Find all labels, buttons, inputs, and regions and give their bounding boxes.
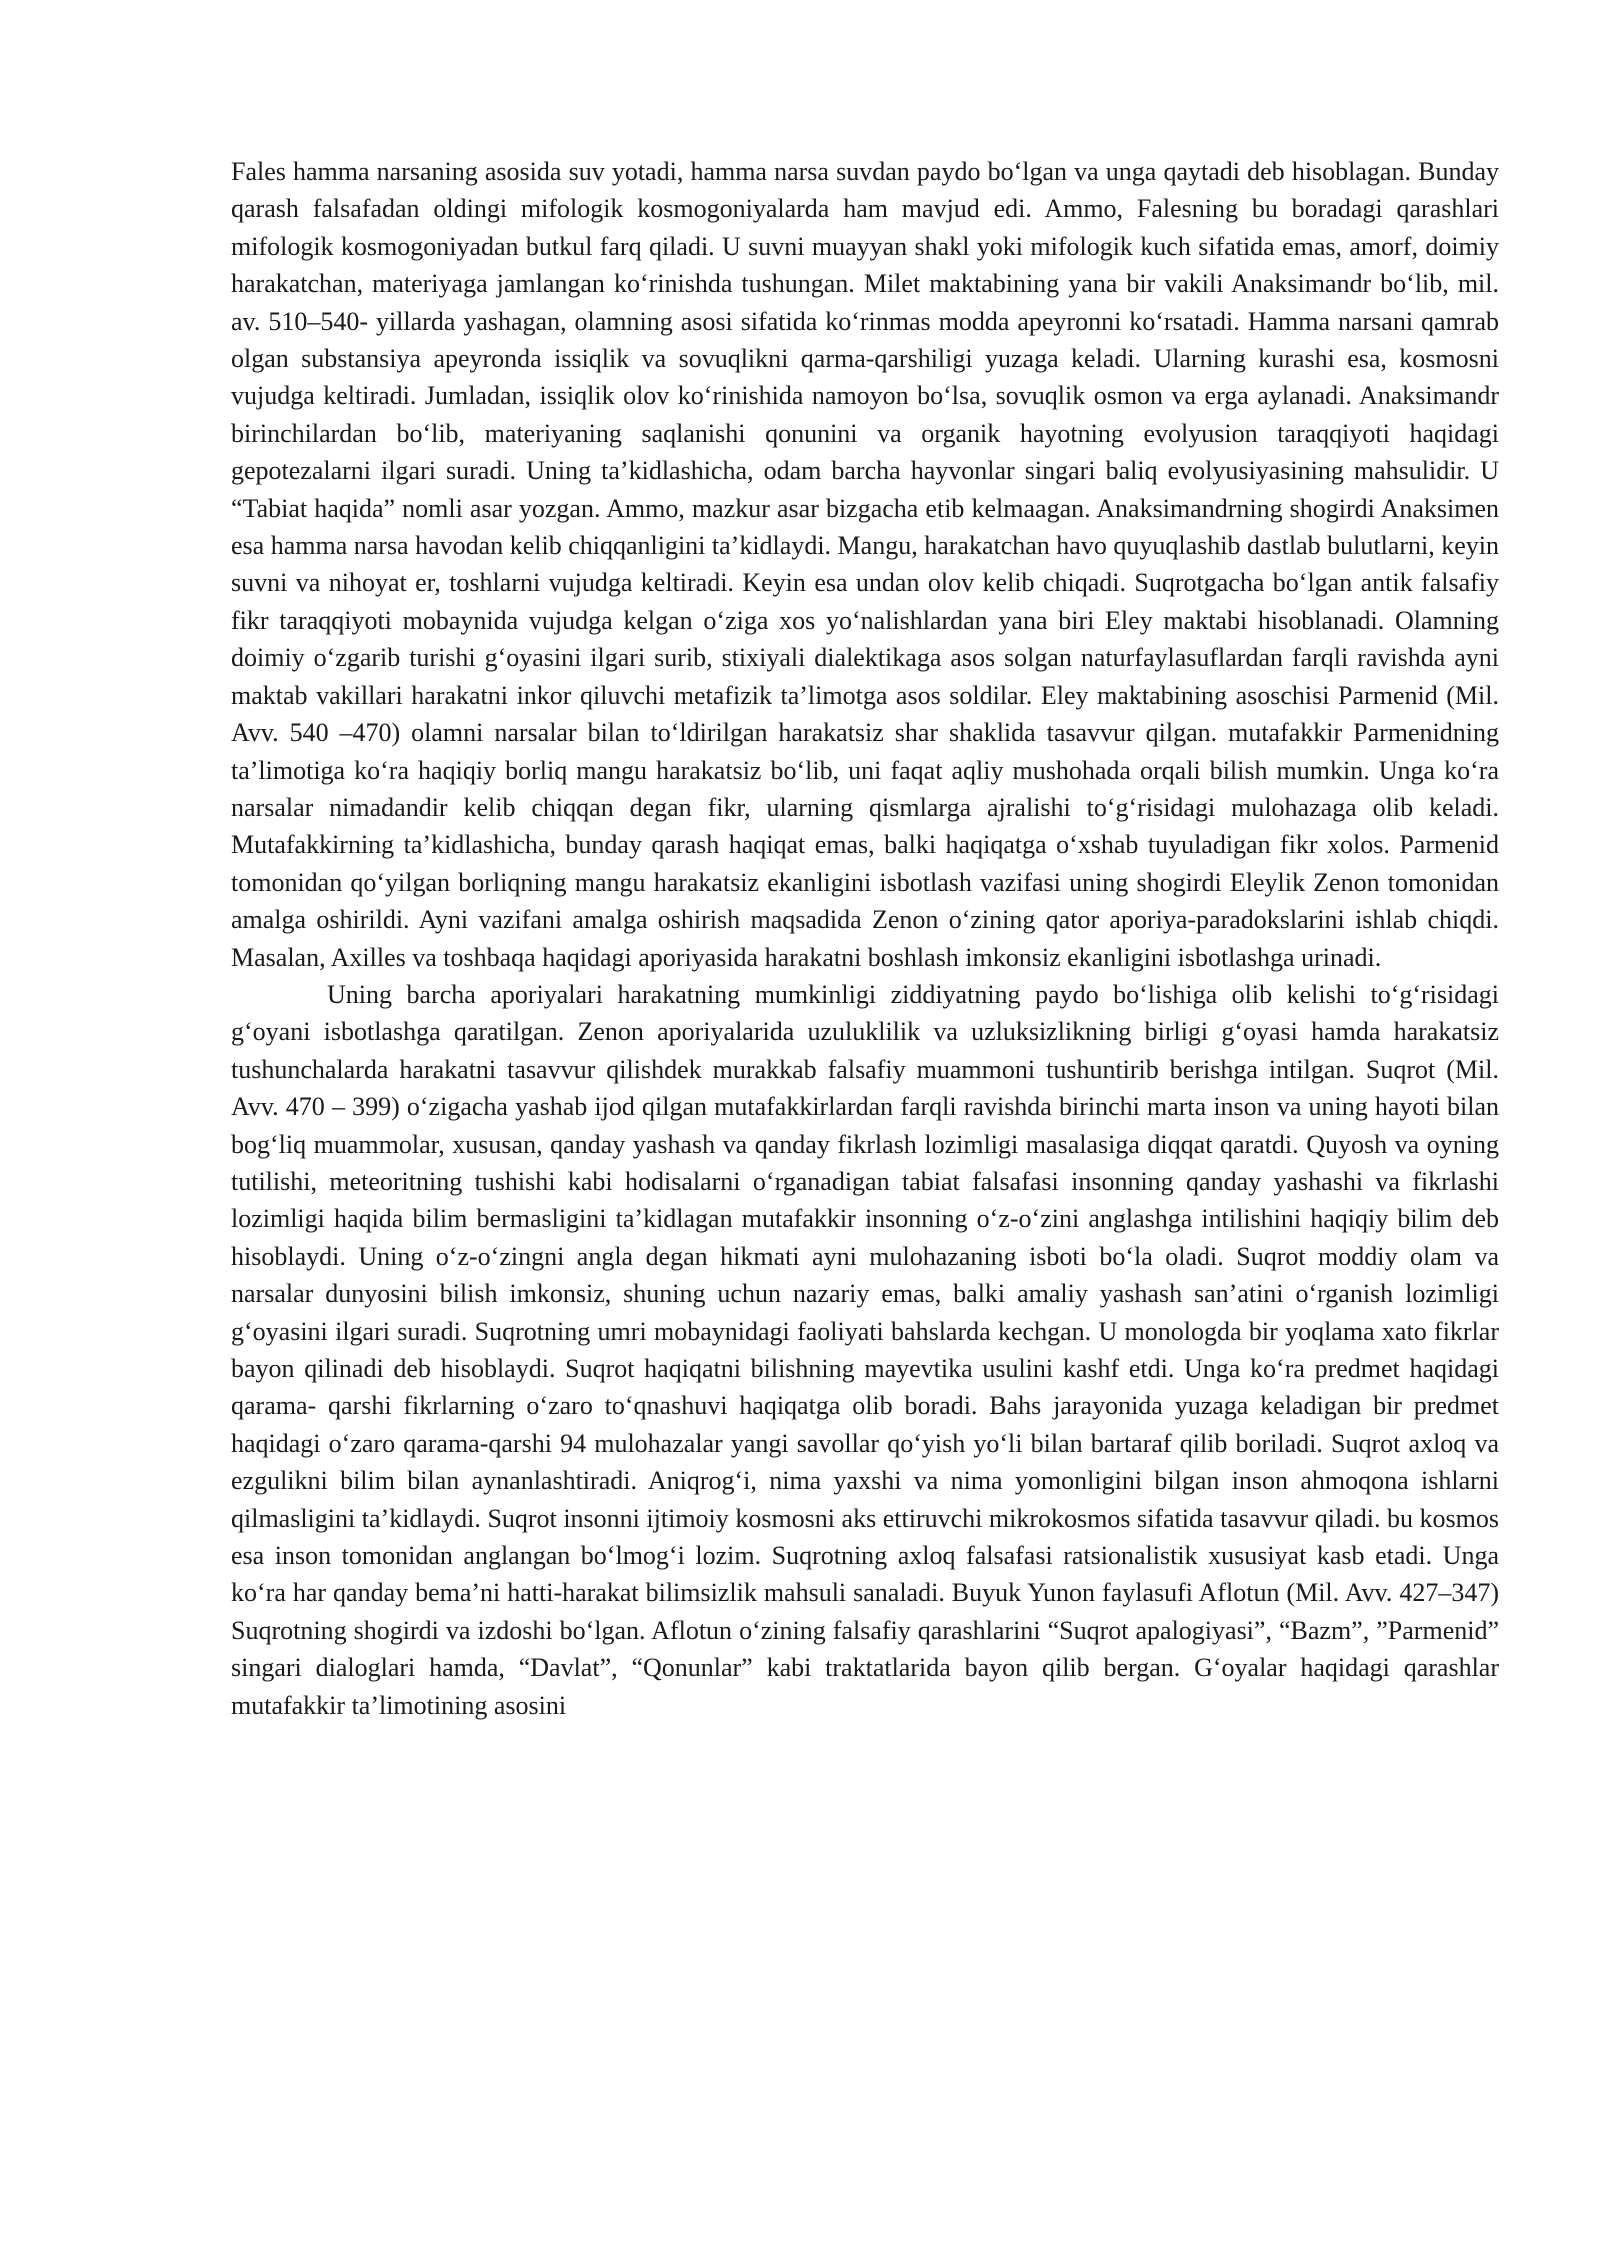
- document-page: [231, 153, 1499, 1724]
- paragraph-1: Fales hamma narsaning asosida suv yotadi, hamma narsa suvdan paydo boʻlgan va unga qaytadi deb hisoblagan. Bunday qarash falsafadan oldingi mifologik kosmogoniyalarda ham mavjud edi. Ammo, Falesning bu boradagi qarashlari mifologik kosmogoniyadan butkul farq qiladi. U suvni muayyan shakl yoki mifologik kuch sifatida emas, amorf, doimiy harakatchan, materiyaga jamlangan koʻrinishda tushungan. Milet maktabining yana bir vakili Anaksimandr boʻlib, mil. av. 510–540- yillarda yashagan, olamning asosi sifatida koʻrinmas modda apeyronni koʻrsatadi. Hamma narsani qamrab olgan substansiya apeyronda issiqlik va sovuqlikni qarma-qarshiligi yuzaga keladi. Ularning kurashi esa, kosmosni vujudga keltiradi. Jumladan, issiqlik olov koʻrinishida namoyon boʻlsa, sovuqlik osmon va erga aylanadi. Anaksimandr birinchilardan boʻlib, materiyaning saqlanishi qonunini va organik hayotning evolyusion taraqqiyoti haqidagi gepotezalarni ilgari suradi. Uning taʼkidlashicha, odam barcha hayvonlar singari baliq evolyusiyasining mahsulidir. U “Tabiat haqida” nomli asar yozgan. Ammo, mazkur asar bizgacha etib kelmaagan. Anaksimandrning shogirdi Anaksimen esa hamma narsa havodan kelib chiqqanligini taʼkidlaydi. Mangu, harakatchan havo quyuqlashib dastlab bulutlarni, keyin suvni va nihoyat er, toshlarni vujudga keltiradi. Keyin esa undan olov kelib chiqadi. Suqrotgacha boʻlgan antik falsafiy fikr taraqqiyoti mobaynida vujudga kelgan oʻziga xos yoʻnalishlardan yana biri Eley maktabi hisoblanadi. Olamning doimiy oʻzgarib turishi gʻoyasini ilgari surib, stixiyali dialektikaga asos solgan naturfaylasuflardan farqli ravishda ayni maktab vakillari harakatni inkor qiluvchi metafizik taʼlimotga asos soldilar. Eley maktabining asoschisi Parmenid (Mil. Avv. 540 –470) olamni narsalar bilan toʻldirilgan harakatsiz shar shaklida tasavvur qilgan. mutafakkir Parmenidning taʼlimotiga koʻra haqiqiy borliq mangu harakatsiz boʻlib, uni faqat aqliy mushohada orqali bilish mumkin. Unga koʻra narsalar nimadandir kelib chiqqan degan fikr, ularning qismlarga ajralishi toʻgʻrisidagi mulohazaga olib keladi. Mutafakkirning taʼkidlashicha, bunday qarash haqiqat emas, balki haqiqatga oʻxshab tuyuladigan fikr xolos. Parmenid tomonidan qoʻyilgan borliqning mangu harakatsiz ekanligini isbotlash vazifasi uning shogirdi Eleylik Zenon tomonidan amalga oshirildi. Ayni vazifani amalga oshirish maqsadida Zenon oʻzining qator aporiya-paradokslarini ishlab chiqdi. Masalan, Axilles va toshbaqa haqidagi aporiyasida harakatni boshlash imkonsiz ekanligini isbotlashga urinadi.: [231, 157, 1499, 972]
- paragraph-2: Uning barcha aporiyalari harakatning mumkinligi ziddiyatning paydo boʻlishiga olib kelishi toʻgʻrisidagi gʻoyani isbotlashga qaratilgan. Zenon aporiyalarida uzuluklilik va uzluksizlikning birligi gʻoyasi hamda harakatsiz tushunchalarda harakatni tasavvur qilishdek murakkab falsafiy muammoni tushuntirib berishga intilgan. Suqrot (Mil. Avv. 470 – 399) oʻzigacha yashab ijod qilgan mutafakkirlardan farqli ravishda birinchi marta inson va uning hayoti bilan bogʻliq muammolar, xususan, qanday yashash va qanday fikrlash lozimligi masalasiga diqqat qaratdi. Quyosh va oyning tutilishi, meteoritning tushishi kabi hodisalarni oʻrganadigan tabiat falsafasi insonning qanday yashashi va fikrlashi lozimligi haqida bilim bermasligini taʼkidlagan mutafakkir insonning oʻz-oʻzini anglashga intilishini haqiqiy bilim deb hisoblaydi. Uning oʻz-oʻzingni angla degan hikmati ayni mulohazaning isboti boʻla oladi. Suqrot moddiy olam va narsalar dunyosini bilish imkonsiz, shuning uchun nazariy emas, balki amaliy yashash sanʼatini oʻrganish lozimligi gʻoyasini ilgari suradi. Suqrotning umri mobaynidagi faoliyati bahslarda kechgan. U monologda bir yoqlama xato fikrlar bayon qilinadi deb hisoblaydi. Suqrot haqiqatni bilishning mayevtika usulini kashf etdi. Unga koʻra predmet haqidagi qarama- qarshi fikrlarning oʻzaro toʻqnashuvi haqiqatga olib boradi. Bahs jarayonida yuzaga keladigan bir predmet haqidagi oʻzaro qarama-qarshi 94 mulohazalar yangi savollar qoʻyish yoʻli bilan bartaraf qilib boriladi. Suqrot axloq va ezgulikni bilim bilan aynanlashtiradi. Aniqrogʻi, nima yaxshi va nima yomonligini bilgan inson ahmoqona ishlarni qilmasligini taʼkidlaydi. Suqrot insonni ijtimoiy kosmosni aks ettiruvchi mikrokosmos sifatida tasavvur qiladi. bu kosmos esa inson tomonidan anglangan boʻlmogʻi lozim. Suqrotning axloq falsafasi ratsionalistik xususiyat kasb etadi. Unga koʻra har qanday bemaʼni hatti-harakat bilimsizlik mahsuli sanaladi. Buyuk Yunon faylasufi Aflotun (Mil. Avv. 427–347) Suqrotning shogirdi va izdoshi boʻlgan. Aflotun oʻzining falsafiy qarashlarini “Suqrot apalogiyasi”, “Bazm”, ”Parmenid” singari dialoglari hamda, “Davlat”, “Qonunlar” kabi traktatlarida bayon qilib bergan. Gʻoyalar haqidagi qarashlar mutafakkir taʼlimotining asosini: [231, 979, 1499, 1720]
